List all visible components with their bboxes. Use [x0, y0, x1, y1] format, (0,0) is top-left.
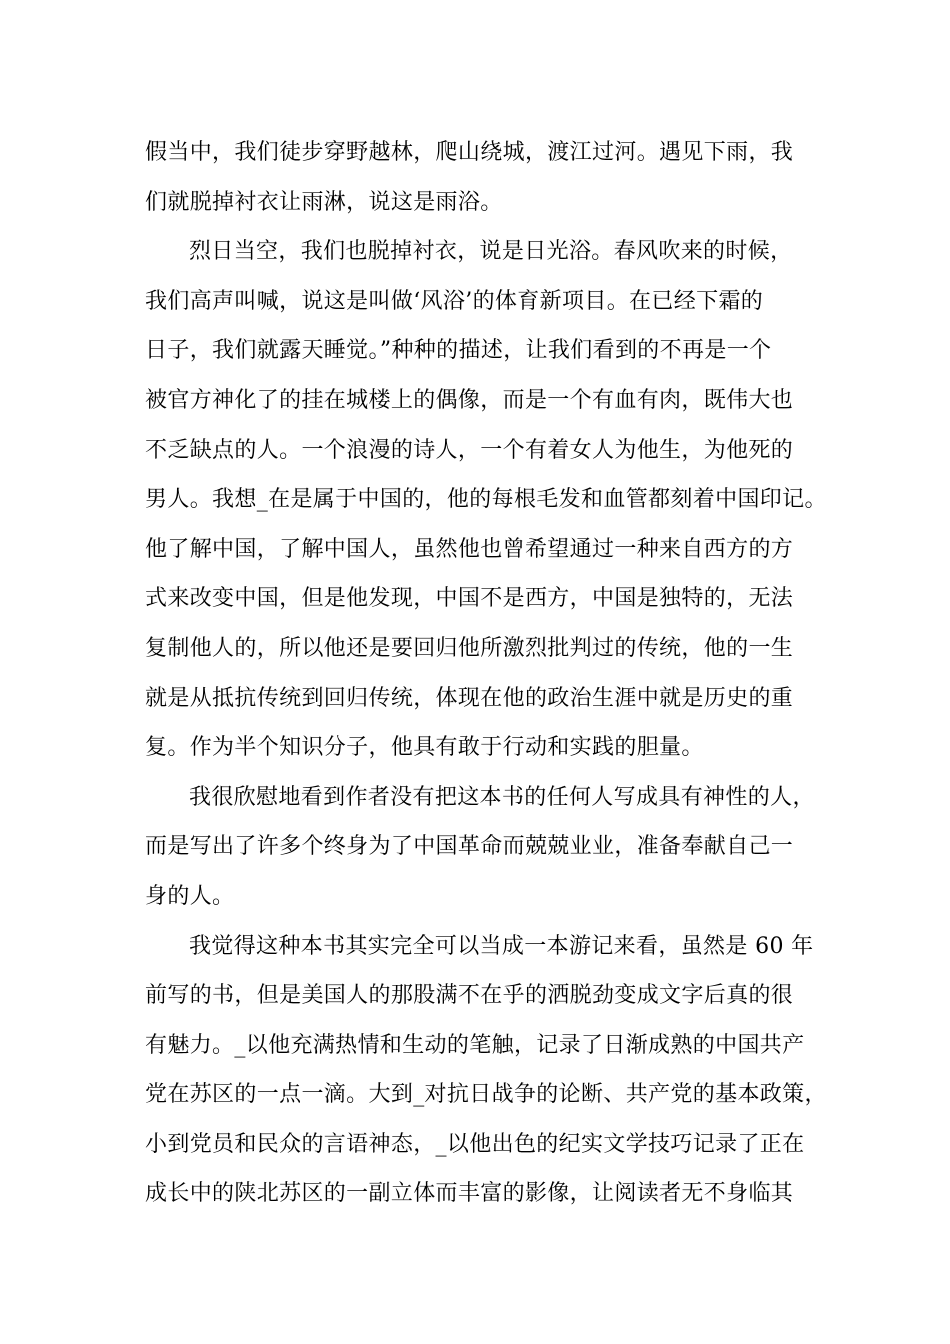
text-line: 有魅力。_以他充满热情和生动的笔触，记录了日渐成熟的中国共产 — [145, 1032, 805, 1058]
paragraph-start-line: 我很欣慰地看到作者没有把这本书的任何人写成具有神性的人， — [189, 784, 815, 810]
text-line: 成长中的陕北苏区的一副立体而丰富的影像，让阅读者无不身临其 — [145, 1181, 794, 1207]
text-line: 假当中，我们徒步穿野越林，爬山绕城，渡江过河。遇见下雨，我 — [145, 140, 794, 165]
text-line: 不乏缺点的人。一个浪漫的诗人，一个有着女人为他生，为他死的 — [145, 437, 794, 463]
text-line: 们就脱掉衬衣让雨淋，说这是雨浴。 — [145, 189, 503, 215]
text-line: 而是写出了许多个终身为了中国革命而兢兢业业，准备奉献自己一 — [145, 834, 794, 860]
text-line: 日子，我们就露天睡觉。”种种的描述，让我们看到的不再是一个 — [145, 338, 772, 364]
text-line: 身的人。 — [145, 883, 235, 909]
text-line: 小到党员和民众的言语神态，_以他出色的纪实文学技巧记录了正在 — [145, 1131, 805, 1157]
body-text — [145, 128, 825, 1219]
paragraph-start-line: 烈日当空，我们也脱掉衬衣，说是日光浴。春风吹来的时候， — [189, 239, 793, 265]
text-line: 男人。我想_在是属于中国的，他的每根毛发和血管都刻着中国印记。 — [145, 487, 827, 513]
text-line: 复。作为半个知识分子，他具有敢于行动和实践的胆量。 — [145, 735, 704, 761]
text-line: 党在苏区的一点一滴。大到_对抗日战争的论断、共产党的基本政策， — [145, 1082, 827, 1108]
text-line: 复制他人的，所以他还是要回归他所激烈批判过的传统，他的一生 — [145, 635, 794, 661]
text-line: 就是从抵抗传统到回归传统，体现在他的政治生涯中就是历史的重 — [145, 685, 794, 711]
text-line: 他了解中国，了解中国人，虽然他也曾希望通过一种来自西方的方 — [145, 536, 794, 562]
paragraph-start-line: 我觉得这种本书其实完全可以当成一本游记来看，虽然是 60 年 — [189, 933, 814, 959]
text-line: 我们高声叫喊，说这是叫做‘风浴’的体育新项目。在已经下霜的 — [145, 288, 764, 314]
text-line: 被官方神化了的挂在城楼上的偶像，而是一个有血有肉，既伟大也 — [145, 387, 794, 413]
text-line: 式来改变中国，但是他发现，中国不是西方，中国是独特的，无法 — [145, 586, 794, 612]
text-line: 前写的书，但是美国人的那股满不在乎的洒脱劲变成文字后真的很 — [145, 983, 794, 1009]
